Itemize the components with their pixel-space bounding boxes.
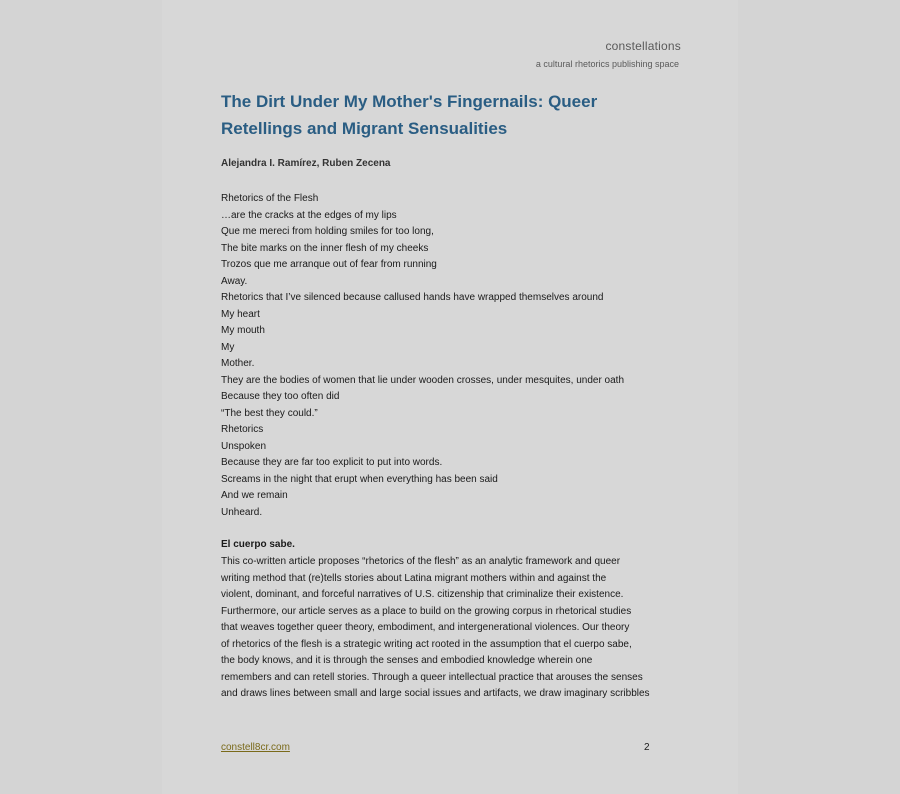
poem-line: Unheard. [221,506,263,518]
poem-line: And we remain [221,490,288,501]
article-authors: Alejandra I. Ramírez, Ruben Zecena [221,158,391,169]
poem-line: My heart [221,308,260,320]
section-heading: El cuerpo sabe. [221,539,295,550]
poem-line: Mother. [221,358,255,369]
body-line: This co-written article proposes “rhetorics of the flesh” as an analytic framework and queer [221,556,621,567]
body-line: violent, dominant, and forceful narratives of U.S. citizenship that criminalize their existence. [221,589,624,600]
poem-line: Because they are far too explicit to put into words. [221,457,443,468]
body-line: writing method that (re)tells stories about Latina migrant mothers within and against the [221,572,607,584]
poem-line: Away. [221,275,248,287]
poem-line: Unspoken [221,440,267,452]
body-paragraph [221,554,650,703]
poem-line: My [221,341,235,353]
site-tagline: a cultural rhetorics publishing space [535,59,679,69]
body-line: that weaves together queer theory, embodiment, and intergenerational violences. Our theory [221,622,630,633]
poem-line: “The best they could.” [221,407,318,419]
poem-line: Rhetorics [221,424,264,435]
body-line: of rhetorics of the flesh is a strategic writing act rooted in the assumption that el cuerpo sabe, [221,638,632,650]
article-title: The Dirt Under My Mother's Fingernails: Queer Retellings and Migrant Sensualities [221,92,598,138]
poem [221,191,624,521]
poem-line: Rhetorics that I’ve silenced because callused hands have wrapped themselves around [221,292,604,303]
poem-line: They are the bodies of women that lie under wooden crosses, under mesquites, under oath [221,374,625,386]
poem-line: Because they too often did [221,391,340,402]
body-line: and draws lines between small and large social issues and artifacts, we draw imaginary scribbles [221,688,650,699]
poem-line: The bite marks on the inner flesh of my cheeks [221,242,429,254]
poem-line: My mouth [221,325,265,336]
body-line: remembers and can retell stories. Through a queer intellectual practice that arouses the senses [221,671,643,683]
body-line: Furthermore, our article serves as a place to build on the growing corpus in rhetorical studies [221,605,632,617]
poem-line: Que me mereci from holding smiles for too long, [221,226,434,237]
body-line: the body knows, and it is through the senses and embodied knowledge wherein one [221,655,593,666]
poem-line: Screams in the night that erupt when everything has been said [221,473,498,485]
site-name: constellations [605,39,681,53]
page-number: 2 [644,742,650,753]
poem-line: Trozos que me arranque out of fear from running [221,259,437,270]
footer-site-link[interactable]: constell8cr.com [221,742,290,753]
poem-line: Rhetorics of the Flesh [221,193,319,204]
poem-line: …are the cracks at the edges of my lips [221,209,397,221]
